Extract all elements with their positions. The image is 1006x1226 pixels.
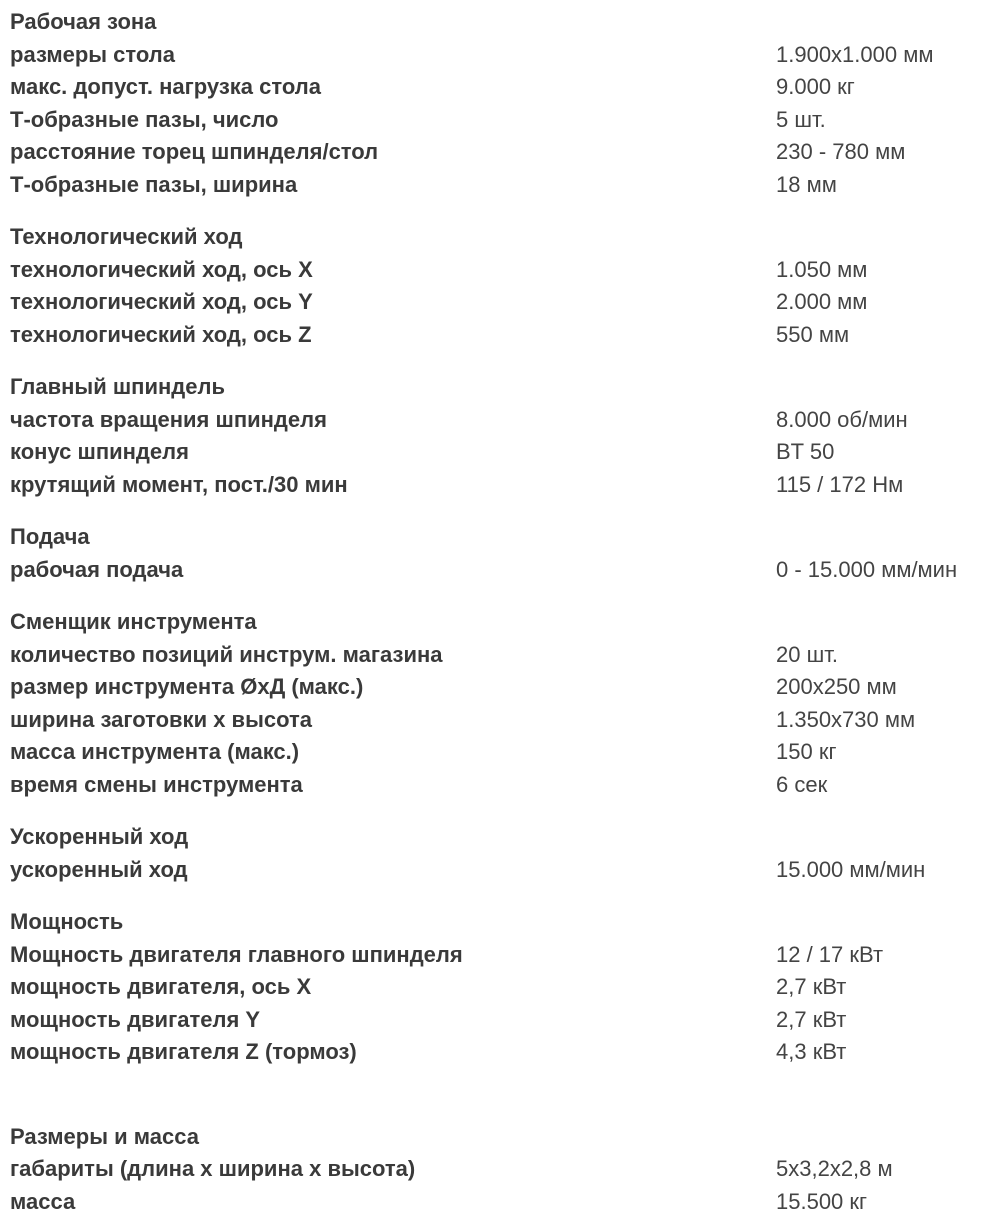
spec-row bbox=[0, 769, 1006, 802]
section-title: Сменщик инструмента bbox=[10, 609, 257, 634]
section-spacer bbox=[0, 586, 1006, 606]
section-travel bbox=[0, 221, 1006, 351]
spec-value: 1.350x730 мм bbox=[776, 706, 916, 732]
section-spacer bbox=[0, 801, 1006, 821]
spec-label: мощность двигателя Y bbox=[10, 1006, 261, 1032]
spec-row bbox=[0, 169, 1006, 202]
spec-value: 9.000 кг bbox=[776, 74, 855, 99]
section-title: Главный шпиндель bbox=[10, 374, 225, 399]
spec-value: 12 / 17 кВт bbox=[776, 941, 884, 967]
spec-value: 4,3 кВт bbox=[776, 1039, 847, 1064]
spec-row bbox=[0, 319, 1006, 352]
spec-label: мощность двигателя Z (тормоз) bbox=[10, 1039, 357, 1064]
spec-value: 18 мм bbox=[776, 171, 837, 197]
section-title: Ускоренный ход bbox=[10, 824, 189, 849]
spec-value: 15.500 кг bbox=[776, 1188, 868, 1214]
spec-value: 115 / 172 Нм bbox=[776, 471, 904, 497]
spec-row bbox=[0, 404, 1006, 437]
spec-row bbox=[0, 1153, 1006, 1186]
spec-label: время смены инструмента bbox=[10, 771, 303, 797]
section-title: Технологический ход bbox=[10, 224, 243, 249]
section-power bbox=[0, 906, 1006, 1069]
spec-value: 5x3,2x2,8 м bbox=[776, 1156, 893, 1181]
section-spacer bbox=[0, 351, 1006, 371]
spec-value: 2.000 мм bbox=[776, 289, 868, 314]
spec-row bbox=[0, 971, 1006, 1004]
spec-row bbox=[0, 104, 1006, 137]
section-spacer bbox=[0, 201, 1006, 221]
spec-value: 230 - 780 мм bbox=[776, 139, 906, 164]
spec-label: крутящий момент, пост./30 мин bbox=[10, 471, 348, 497]
spec-value: 6 сек bbox=[776, 771, 828, 797]
spec-value: 2,7 кВт bbox=[776, 1006, 847, 1032]
spec-label: габариты (длина x ширина x высота) bbox=[10, 1156, 416, 1181]
spec-row bbox=[0, 1036, 1006, 1069]
spec-row bbox=[0, 1004, 1006, 1037]
spec-value: BT 50 bbox=[776, 439, 835, 464]
spec-label: частота вращения шпинделя bbox=[10, 406, 327, 432]
spec-row bbox=[0, 704, 1006, 737]
spec-row bbox=[0, 939, 1006, 972]
spec-row bbox=[0, 71, 1006, 104]
spec-label: Мощность двигателя главного шпинделя bbox=[10, 941, 463, 967]
spec-label: размеры стола bbox=[10, 41, 175, 67]
spec-value: 200x250 мм bbox=[776, 674, 897, 699]
spec-row bbox=[0, 671, 1006, 704]
section-spacer bbox=[0, 501, 1006, 521]
spec-label: технологический ход, ось Z bbox=[10, 321, 312, 347]
spec-row bbox=[0, 39, 1006, 72]
section-work-area bbox=[0, 6, 1006, 201]
spec-label: размер инструмента ØxД (макс.) bbox=[10, 674, 364, 699]
spec-value: 15.000 мм/мин bbox=[776, 856, 926, 882]
section-spacer bbox=[0, 1069, 1006, 1121]
spec-label: масса bbox=[10, 1188, 76, 1214]
spec-value: 20 шт. bbox=[776, 641, 838, 667]
spec-label: технологический ход, ось X bbox=[10, 256, 313, 282]
spec-value: 0 - 15.000 мм/мин bbox=[776, 556, 958, 582]
spec-value: 1.050 мм bbox=[776, 256, 868, 282]
section-main-spindle bbox=[0, 371, 1006, 501]
section-title: Размеры и масса bbox=[10, 1123, 199, 1149]
spec-label: Т-образные пазы, число bbox=[10, 106, 279, 132]
spec-label: макс. допуст. нагрузка стола bbox=[10, 74, 321, 99]
spec-value: 8.000 об/мин bbox=[776, 406, 908, 432]
spec-row bbox=[0, 286, 1006, 319]
section-dimensions-weight bbox=[0, 1121, 1006, 1219]
spec-value: 5 шт. bbox=[776, 106, 826, 132]
spec-row bbox=[0, 736, 1006, 769]
spec-label: расстояние торец шпинделя/стол bbox=[10, 139, 379, 164]
spec-value: 2,7 кВт bbox=[776, 974, 847, 999]
spec-value: 1.900x1.000 мм bbox=[776, 41, 934, 67]
spec-row bbox=[0, 554, 1006, 587]
section-rapid-traverse bbox=[0, 821, 1006, 886]
spec-label: ширина заготовки x высота bbox=[10, 706, 312, 732]
spec-value: 150 кг bbox=[776, 739, 837, 764]
section-title: Мощность bbox=[10, 909, 124, 934]
section-title: Подача bbox=[10, 524, 90, 549]
spec-label: ускоренный ход bbox=[10, 856, 188, 882]
spec-label: технологический ход, ось Y bbox=[10, 289, 313, 314]
section-title: Рабочая зона bbox=[10, 9, 157, 34]
spec-label: количество позиций инструм. магазина bbox=[10, 641, 443, 667]
spec-row bbox=[0, 1186, 1006, 1219]
section-spacer bbox=[0, 886, 1006, 906]
spec-row bbox=[0, 854, 1006, 887]
spec-label: конус шпинделя bbox=[10, 439, 189, 464]
spec-row bbox=[0, 639, 1006, 672]
spec-row bbox=[0, 469, 1006, 502]
spec-row bbox=[0, 254, 1006, 287]
spec-row bbox=[0, 436, 1006, 469]
section-feed bbox=[0, 521, 1006, 586]
spec-label: рабочая подача bbox=[10, 556, 184, 582]
spec-label: мощность двигателя, ось X bbox=[10, 974, 312, 999]
section-tool-changer bbox=[0, 606, 1006, 801]
spec-label: Т-образные пазы, ширина bbox=[10, 171, 298, 197]
spec-value: 550 мм bbox=[776, 321, 850, 347]
spec-label: масса инструмента (макс.) bbox=[10, 739, 300, 764]
spec-row bbox=[0, 136, 1006, 169]
